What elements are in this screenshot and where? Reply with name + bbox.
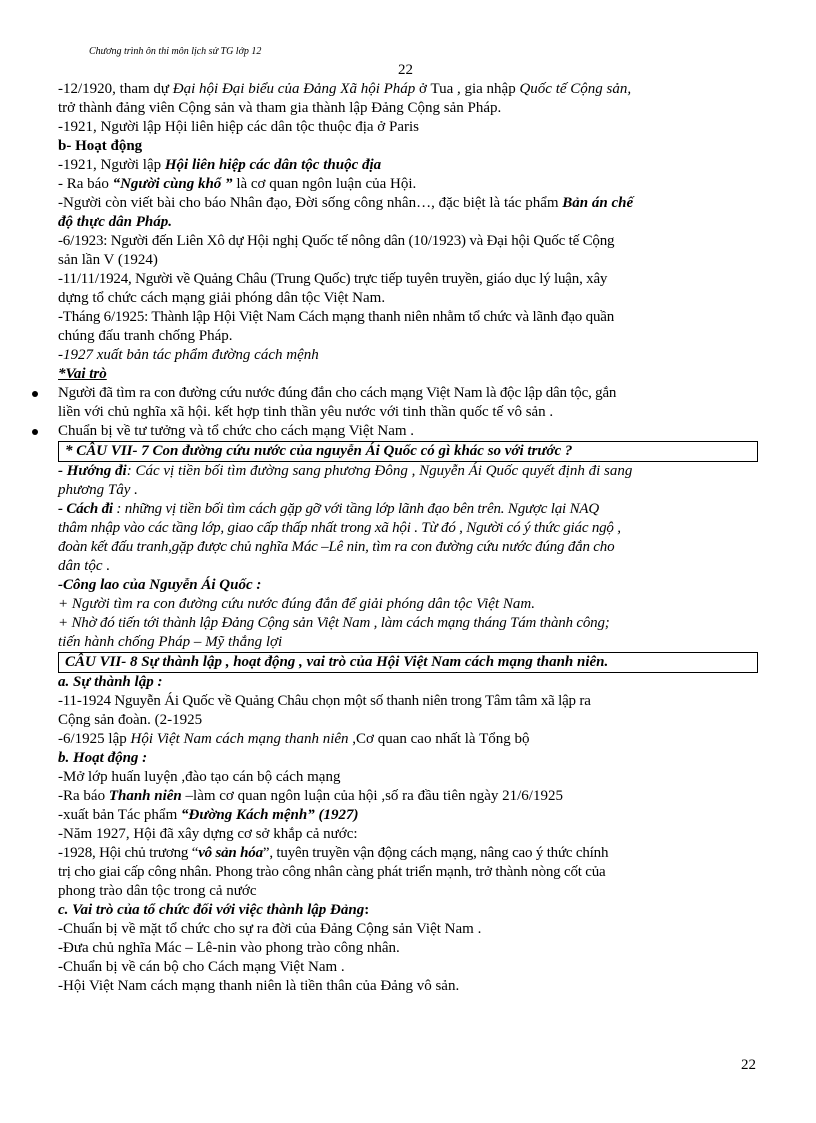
bold-italic-text: - Hướng đi <box>58 463 127 479</box>
text-line: liền với chủ nghĩa xã hội. kết hợp tinh thần yêu nước với tinh thần quốc tế vô sản . <box>58 404 554 420</box>
role-heading: *Vai trò <box>58 366 107 382</box>
text-line: thâm nhập vào các tầng lớp, giao cấp thấp nhất trong xã hội . Từ đó , Người có ý thức giác ngộ , <box>58 520 621 536</box>
text-line <box>58 80 758 99</box>
text-span: -6/1925 lập <box>58 731 131 747</box>
text-line: -Hội Việt Nam cách mạng thanh niên là tiền thân của Đảng vô sản. <box>58 978 460 994</box>
text-line: -6/1923: Người đến Liên Xô dự Hội nghị Quốc tế nông dân (10/1923) và Đại hội Quốc tế Cộng <box>58 233 615 249</box>
text-span: là cơ quan ngôn luận của Hội. <box>232 176 417 192</box>
bold-italic-text: c. Vai trò của tổ chức đối với việc thành lập Đảng <box>58 902 365 918</box>
text-line <box>58 844 758 863</box>
question-7-title-box: * CÂU VII- 7 Con đường cứu nước của nguyễn Ái Quốc có gì khác so với trước ? <box>58 441 758 462</box>
text-line: -Chuẩn bị về mặt tổ chức cho sự ra đời của Đảng Cộng sản Việt Nam . <box>58 921 482 937</box>
text-line <box>58 787 758 806</box>
text-line: + Người tìm ra con đường cứu nước đúng đắn để giải phóng dân tộc Việt Nam. <box>58 596 535 612</box>
section-heading: a. Sự thành lập : <box>58 674 163 690</box>
text-line <box>58 194 758 213</box>
running-header: Chương trình ôn thi môn lịch sử TG lớp 12 <box>89 46 262 57</box>
text-line <box>58 806 758 825</box>
bold-italic-text: “Đường Kách mệnh” (1927) <box>181 807 359 823</box>
text-span: ,Cơ quan cao nhất là Tổng bộ <box>348 731 530 747</box>
text-span: -12/1920, tham dự <box>58 81 173 97</box>
text-line: -1927 xuất bản tác phẩm đường cách mệnh <box>58 347 319 363</box>
bullet-item <box>58 384 758 403</box>
bold-italic-text: Hội liên hiệp các dân tộc thuộc địa <box>164 157 382 173</box>
bold-italic-text: Bản án chế <box>562 195 634 211</box>
bold-italic-text: Thanh niên <box>108 788 182 804</box>
page-content <box>58 80 758 996</box>
text-line: dựng tổ chức cách mạng giải phóng dân tộc Việt Nam. <box>58 290 386 306</box>
text-line: -1921, Người lập Hội liên hiệp các dân tộc thuộc địa ở Paris <box>58 119 419 135</box>
bold-italic-text: “Người cùng khổ ” <box>112 176 233 192</box>
text-line: -Đưa chủ nghĩa Mác – Lê-nin vào phong trào công nhân. <box>58 940 400 956</box>
text-line: tiến hành chống Pháp – Mỹ thắng lợi <box>58 634 283 650</box>
text-line: dân tộc . <box>58 558 111 574</box>
text-span: ”, tuyên truyền vận động cách mạng, nâng cao ý thức chính <box>262 845 609 861</box>
text-line: trở thành đảng viên Cộng sản và tham gia thành lập Đảng Cộng sản Pháp. <box>58 100 502 116</box>
text-line <box>58 462 758 481</box>
text-span: Chuẩn bị về tư tưởng và tổ chức cho cách mạng Việt Nam . <box>58 423 415 439</box>
text-line <box>58 500 758 519</box>
text-line: đoàn kết đấu tranh,gặp được chủ nghĩa Mác –Lê nin, tìm ra con đường cứu nước đúng đắn cho <box>58 539 615 555</box>
text-line: sản lần V (1924) <box>58 252 158 268</box>
text-span: -Người còn viết bài cho báo Nhân đạo, Đời sống công nhân…, đặc biệt là tác phẩm <box>58 195 563 211</box>
text-line: -Mở lớp huấn luyện ,đào tạo cán bộ cách mạng <box>58 769 341 785</box>
text-span: -xuất bản Tác phẩm <box>58 807 182 823</box>
text-span: Người đã tìm ra con đường cứu nước đúng đắn cho cách mạng Việt Nam là độc lập dân tộc, gắn <box>58 385 617 401</box>
text-span: : <box>364 902 370 918</box>
text-line: -11-1924 Nguyễn Ái Quốc về Quảng Châu chọn một số thanh niên trong Tâm tâm xã lập ra <box>58 693 591 709</box>
text-span: - Ra báo <box>58 176 113 192</box>
section-heading <box>58 901 758 920</box>
text-line: chúng đấu tranh chống Pháp. <box>58 328 233 344</box>
text-line: phong trào dân tộc trong cả nước <box>58 883 257 899</box>
text-line: -Tháng 6/1925: Thành lập Hội Việt Nam Cách mạng thanh niên nhằm tổ chức và lãnh đạo quần <box>58 309 615 325</box>
text-line <box>58 730 758 749</box>
text-span: -1921, Người lập <box>58 157 165 173</box>
italic-text: Đại hội Đại biểu của Đảng Xã hội Pháp <box>172 81 416 97</box>
text-span: -1928, Hội chủ trương “ <box>58 845 199 861</box>
bold-italic-text: - Cách đi <box>58 501 113 517</box>
bullet-icon <box>32 429 38 435</box>
text-line: + Nhờ đó tiến tới thành lập Đảng Cộng sản Việt Nam , làm cách mạng tháng Tám thành công; <box>58 615 610 631</box>
text-line: -Chuẩn bị về cán bộ cho Cách mạng Việt Nam . <box>58 959 345 975</box>
italic-text: Quốc tế Cộng sản, <box>519 81 632 97</box>
text-line <box>58 156 758 175</box>
question-8-title-box: CÂU VII- 8 Sự thành lập , hoạt động , vai trò của Hội Việt Nam cách mạng thanh niên. <box>58 652 758 673</box>
section-heading: b- Hoạt động <box>58 138 143 154</box>
text-line: trị cho giai cấp công nhân. Phong trào công nhân càng phát triển mạnh, trở thành nòng cốt của <box>58 864 606 880</box>
text-line: -Năm 1927, Hội đã xây dựng cơ sở khắp cả nước: <box>58 826 358 842</box>
text-span: : những vị tiền bối tìm cách gặp gỡ với tầng lớp lãnh đạo bên trên. Ngược lại NAQ <box>112 501 599 517</box>
bullet-item <box>58 422 758 441</box>
text-line: độ thực dân Pháp. <box>58 214 173 230</box>
italic-text: Hội Việt Nam cách mạng thanh niên <box>130 731 349 747</box>
page-number-top: 22 <box>398 62 413 78</box>
bold-italic-text: vô sản hóa <box>198 845 263 861</box>
text-span: ở Tua , gia nhập <box>415 81 520 97</box>
text-line: Cộng sản đoàn. (2-1925 <box>58 712 203 728</box>
text-span: -Ra báo <box>58 788 109 804</box>
text-line <box>58 175 758 194</box>
bullet-icon <box>32 391 38 397</box>
page-number-bottom: 22 <box>741 1057 756 1073</box>
text-span: : Các vị tiền bối tìm đường sang phương Đông , Nguyễn Ái Quốc quyết định đi sang <box>126 463 633 479</box>
section-heading: b. Hoạt động : <box>58 750 148 766</box>
text-line: phương Tây . <box>58 482 138 498</box>
section-heading: -Công lao của Nguyễn Ái Quốc : <box>58 577 262 593</box>
text-line: -11/11/1924, Người về Quảng Châu (Trung Quốc) trực tiếp tuyên truyền, giáo dục lý luận, xây <box>58 271 608 287</box>
text-span: –làm cơ quan ngôn luận của hội ,số ra đầu tiên ngày 21/6/1925 <box>181 788 563 804</box>
